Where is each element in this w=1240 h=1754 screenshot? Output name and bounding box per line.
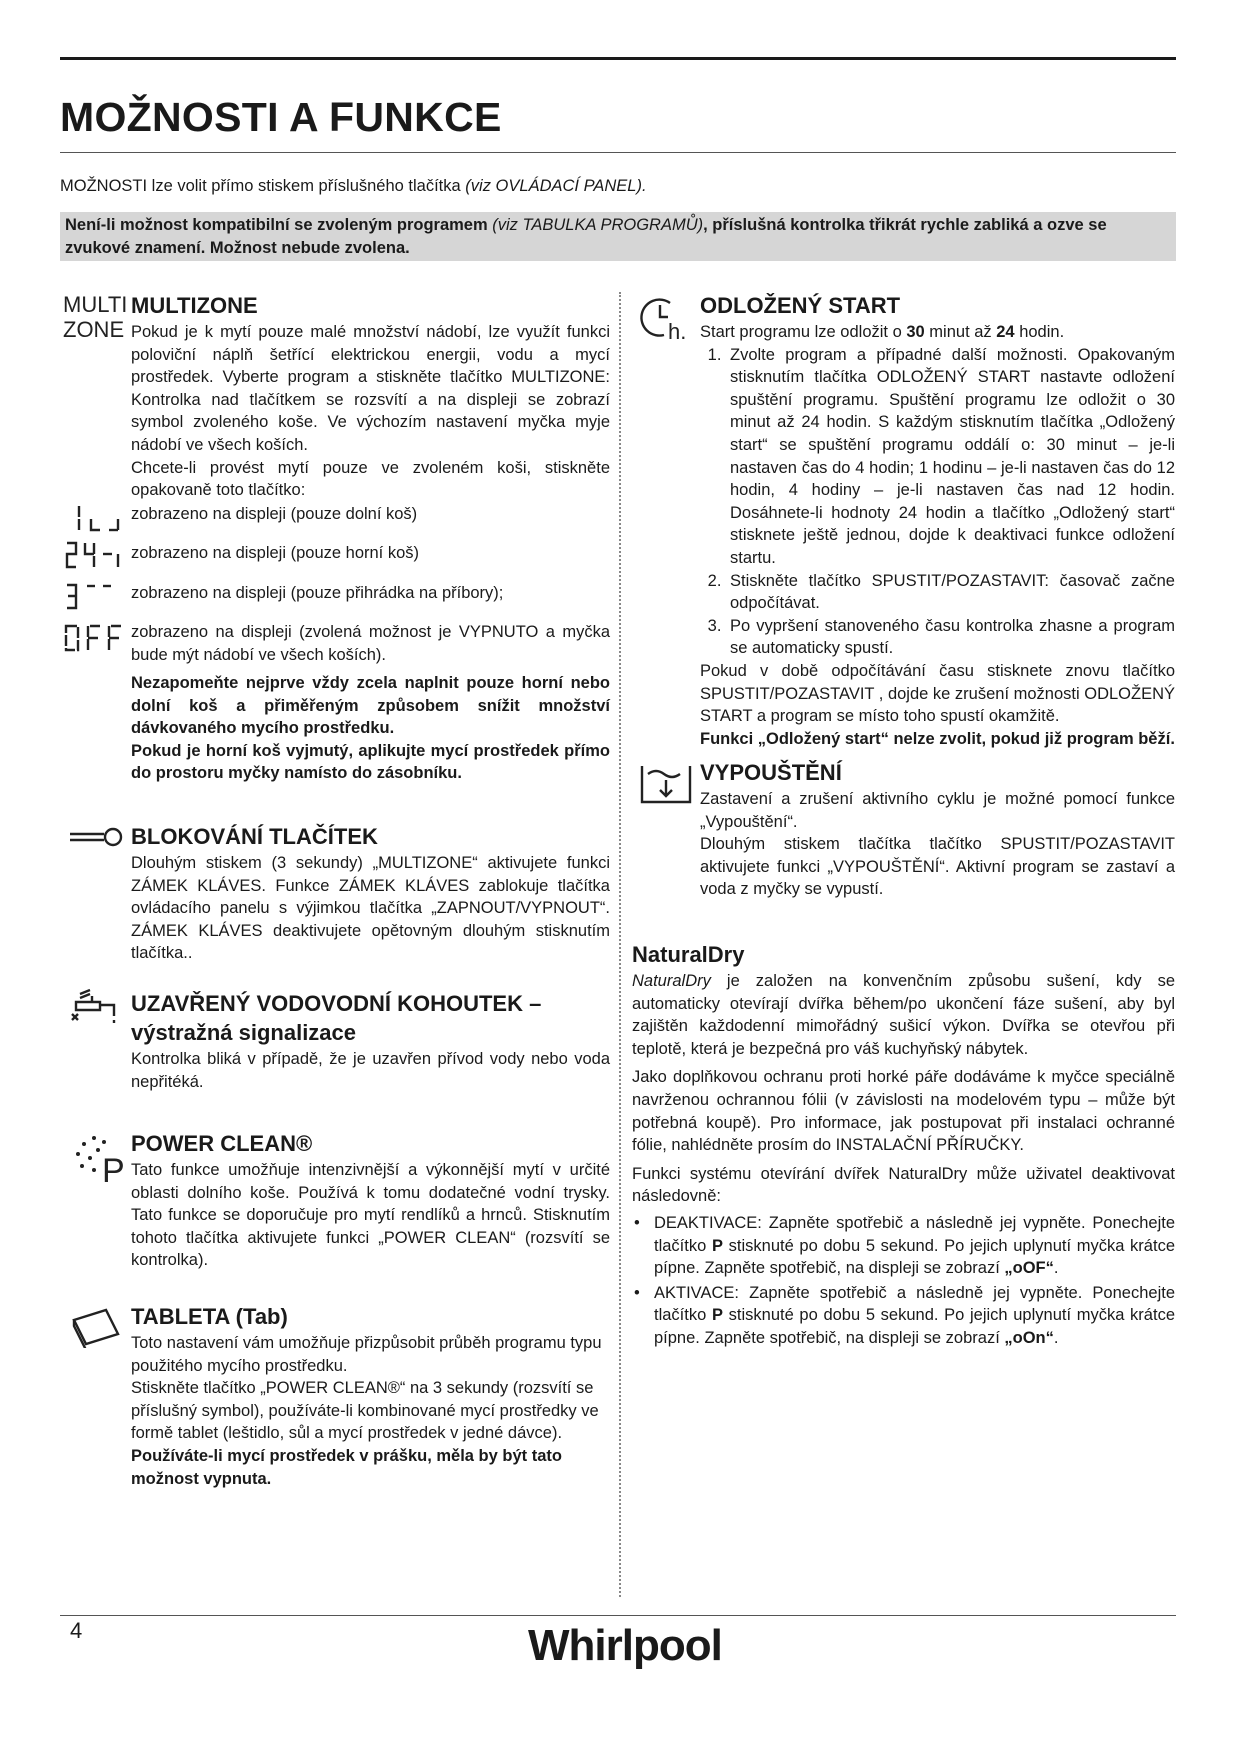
power-clean-section — [131, 1130, 610, 1272]
key-lock-title: BLOKOVÁNÍ TLAČÍTEK — [131, 824, 378, 849]
delay-start-icon — [638, 295, 692, 348]
bottom-rule — [60, 1615, 1176, 1616]
delay-start-intro-a: Start programu lze odložit o — [700, 323, 907, 341]
column-divider — [619, 292, 621, 1597]
multizone-notes — [131, 672, 610, 785]
intro-text — [60, 175, 1176, 198]
natural-dry-activate — [654, 1282, 1175, 1350]
tablet-desc2: Stiskněte tlačítko „POWER CLEAN®“ na 3 sekundy (rozsvítí se příslušný symbol), používáte-li kombinované mycí prostředky ve formě tablet (leštidlo, sůl a mycí prostředek v jedné dávce). — [131, 1379, 599, 1443]
drain-section — [700, 759, 1175, 901]
water-tap-desc: Kontrolka bliká v případě, že je uzavřen přívod vody nebo voda nepřitéká. — [131, 1050, 610, 1091]
tablet-icon — [70, 1306, 122, 1355]
water-tap-icon — [70, 988, 124, 1033]
water-tap-title: UZAVŘENÝ VODOVODNÍ KOHOUTEK – — [131, 991, 542, 1016]
delay-start-min: 30 — [906, 323, 925, 341]
activate-text-b: stisknuté po dobu 5 sekund. Po jejich uplynutí myčka krátce pípne. Zapněte spotřebič, na displeji se zobrazí — [654, 1306, 1175, 1347]
display-lower-basket-icon — [70, 503, 126, 536]
key-lock-section — [131, 823, 610, 965]
display-upper-basket-icon — [63, 540, 127, 573]
delay-start-intro-c: hodin. — [1014, 323, 1065, 341]
delay-start-step: 2. Stiskněte tlačítko SPUSTIT/POZASTAVIT: časovač začne odpočítávat. — [726, 570, 1175, 615]
power-clean-icon-letter: P — [102, 1152, 124, 1188]
delay-start-hrs: 24 — [996, 323, 1015, 341]
intro-ref: (viz OVLÁDACÍ PANEL). — [465, 177, 647, 195]
delay-start-step: 1. Zvolte program a případné další možnosti. Opakovaným stisknutím tlačítka ODLOŽENÝ START nastavte odložení spuštění programu. Spuštění programu lze odložit o 30 minut až 24 hodin. S každým stisknutím tlačítka „Odložený start“ se spuštění programu oddálí o: 30 minut – je-li nastaven čas do 4 hodin; 1 hodinu – je-li nastaven čas do 12 hodin, 4 hodiny – je-li nastaven čas nad 12 hodin. Dosáhnete-li hodnoty 24 hodin a tlačítko „Odložený start“ stisknete ještě jednou, dojde k deaktivaci funkce odložení startu. — [726, 344, 1175, 570]
delay-start-icon-letter: h. — [668, 319, 687, 341]
warning-part2: , příslušná kontrolka třikrát rychle zabliká a ozve se zvukové znamení. Možnost nebude zvolena. — [65, 216, 1107, 257]
multizone-note1: Nezapomeňte nejprve vždy zcela naplnit pouze horní nebo dolní koš a přiměřeným způsobem snížit množství dávkovaného mycího prostředku. — [131, 674, 610, 738]
display-cutlery-text: zobrazeno na displeji (pouze přihrádka na příbory); — [131, 584, 504, 602]
natural-dry-name: NaturalDry — [632, 972, 711, 990]
display-off-text: zobrazeno na displeji (zvolená možnost je VYPNUTO a myčka bude mýt nádobí ve všech koších). — [131, 623, 610, 664]
display-cutlery-icon — [63, 580, 127, 615]
tablet-note: Používáte-li mycí prostředek v prášku, měla by být tato možnost vypnuta. — [131, 1446, 562, 1488]
drain-title: VYPOUŠTĚNÍ — [700, 760, 842, 785]
natural-dry-p1-rest: je založen na konvenčním způsobu sušení, kdy se automaticky otevírají dvířka během/po ukončení fáze sušení, aby byl zajištěn každodenní mimořádný sušicí výkon. Dvířka se otevřou při teplotě, která je bezpečná pro váš kuchyňský nábytek. — [632, 972, 1175, 1058]
natural-dry-title: NaturalDry — [632, 942, 745, 967]
activate-key: P — [711, 1306, 723, 1325]
warning-ref: (viz TABULKA PROGRAMŮ) — [492, 216, 704, 234]
display-lower-basket-text: zobrazeno na displeji (pouze dolní koš) — [131, 505, 418, 523]
drain-desc1: Zastavení a zrušení aktivního cyklu je možné pomocí funkce „Vypouštění“. — [700, 790, 1175, 831]
delay-start-section — [700, 292, 1175, 750]
multizone-icon-line1: MULTI — [63, 292, 128, 317]
intro-main: MOŽNOSTI lze volit přímo stiskem příslušného tlačítka — [60, 177, 461, 195]
natural-dry-section — [632, 941, 1175, 1352]
deactivate-end: . — [1053, 1259, 1059, 1278]
multizone-desc: Pokud je k mytí pouze malé množství nádobí, lze využít funkci poloviční náplň šetřící elektrickou energii, vodu a mycí prostředek. Vyberte program a stiskněte tlačítko MULTIZONE: Kontrolka nad tlačítkem se rozsvítí a na displeji se zobrazí symbol zvoleného koše. Ve výchozím nastavení myčka myje nádobí ve všech koších. — [131, 323, 610, 454]
power-clean-desc: Tato funkce umožňuje intenzivnější a výkonnější mytí v určité oblasti dolního koše. Používá k tomu dodatečné vodní trysky. Tato funkce se doporučuje pro mytí rendlíků a hrnců. Stisknutím tohoto tlačítka aktivujete funkci „POWER CLEAN“ (rozsvítí se kontrolka). — [131, 1161, 610, 1270]
title-rule — [60, 152, 1176, 153]
tablet-desc1: Toto nastavení vám umožňuje přizpůsobit průběh programu typu použitého mycího prostředku. — [131, 1334, 602, 1375]
key-lock-icon — [68, 826, 124, 855]
multizone-icon — [63, 292, 127, 342]
multizone-section — [131, 292, 610, 502]
deactivate-text-b: stisknuté po dobu 5 sekund. Po jejich uplynutí myčka krátce pípne. Zapněte spotřebič, na displeji se zobrazí — [654, 1236, 1175, 1278]
drain-desc2: Dlouhým stiskem tlačítka tlačítko SPUSTIT/POZASTAVIT aktivujete funkci „VYPOUŠTĚNÍ“. Aktivní program se zastaví a voda z myčky se vypustí. — [700, 835, 1175, 899]
page-number: 4 — [70, 1618, 83, 1643]
delay-start-steps — [700, 344, 1175, 660]
delay-start-title: ODLOŽENÝ START — [700, 293, 901, 318]
delay-start-intro — [700, 321, 1175, 344]
natural-dry-p2: Jako doplňkovou ochranu proti horké páře dodáváme k myčce speciálně navrženou ochrannou fólii (v závislosti na modelovém typu – může být potřebná koupě). Pro informace, jak postupovat při instalaci ochranné fólie, nahlédněte prosím do INSTALAČNÍ PŘÍRUČKY. — [632, 1068, 1175, 1155]
deactivate-key: P — [711, 1236, 723, 1255]
top-rule — [60, 57, 1176, 60]
natural-dry-p1 — [632, 970, 1175, 1060]
multizone-desc2: Chcete-li provést mytí pouze ve zvoleném koši, stiskněte opakovaně toto tlačítko: — [131, 458, 610, 500]
power-clean-icon — [70, 1134, 124, 1195]
multizone-note2: Pokud je horní koš vyjmutý, aplikujte mycí prostředek přímo do prostoru myčky namísto do zásobníku. — [131, 741, 610, 783]
whirlpool-logo: Whirlpool — [528, 1621, 722, 1670]
multizone-icon-line2: ZONE — [63, 317, 125, 342]
drain-icon — [638, 762, 694, 813]
tablet-title: TABLETA (Tab) — [131, 1304, 288, 1329]
tablet-section — [131, 1303, 610, 1490]
deactivate-code: „oOF“ — [1004, 1259, 1054, 1278]
delay-start-after: Pokud v době odpočítávání času stisknete znovu tlačítko SPUSTIT/POZASTAVIT , dojde ke zrušení možnosti ODLOŽENÝ START a program se místo toho spustí okamžitě. — [700, 661, 1175, 726]
water-tap-section — [131, 990, 610, 1093]
water-tap-subtitle: výstražná signalizace — [131, 1020, 357, 1045]
delay-start-step: 3. Po vypršení stanoveného času kontrolka zhasne a program se automaticky spustí. — [726, 615, 1175, 660]
warning-part1: Není-li možnost kompatibilní se zvoleným programem — [65, 216, 488, 234]
key-lock-desc: Dlouhým stiskem (3 sekundy) „MULTIZONE“ aktivujete funkci ZÁMEK KLÁVES. Funkce ZÁMEK KLÁVES zablokuje tlačítka ovládacího panelu s výjimkou tlačítka „ZAPNOUT/VYPNOUT“. ZÁMEK KLÁVES deaktivujete opětovným dlouhým stisknutím tlačítka.. — [131, 854, 610, 963]
activate-text-a: AKTIVACE: Zapněte spotřebič a následně jej vypněte. Ponechejte tlačítko — [654, 1283, 1175, 1325]
delay-start-intro-b: minut až — [924, 323, 997, 341]
activate-code: „oOn“ — [1004, 1328, 1054, 1347]
natural-dry-deactivate — [654, 1212, 1175, 1280]
compatibility-warning — [60, 212, 1176, 261]
display-off-icon — [63, 623, 123, 656]
display-upper-basket-text: zobrazeno na displeji (pouze horní koš) — [131, 544, 420, 562]
delay-start-note: Funkci „Odložený start“ nelze zvolit, pokud již program běží. — [700, 729, 1175, 748]
natural-dry-p3: Funkci systému otevírání dvířek NaturalDry může uživatel deaktivovat následovně: — [632, 1164, 1175, 1206]
page-title: MOŽNOSTI A FUNKCE — [60, 94, 502, 140]
multizone-title: MULTIZONE — [131, 293, 258, 318]
power-clean-title: POWER CLEAN® — [131, 1131, 313, 1156]
activate-end: . — [1053, 1328, 1059, 1347]
natural-dry-list — [632, 1212, 1175, 1350]
deactivate-text-a: DEAKTIVACE: Zapněte spotřebič a následně jej vypněte. Ponechejte tlačítko — [654, 1213, 1175, 1255]
